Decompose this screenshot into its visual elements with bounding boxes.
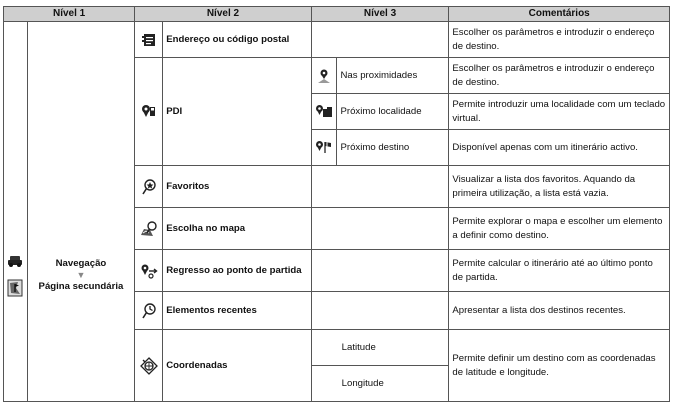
l2-elementos-recentes[interactable]: Elementos recentes: [163, 292, 311, 330]
comment-endereco: Escolher os parâmetros e introduzir o endereço de destino.: [449, 22, 670, 58]
level1-pagina-secundaria-label: Página secundária: [38, 281, 124, 292]
map-flag-icon: [7, 282, 23, 293]
l3-empty: [311, 250, 449, 292]
level1-cell: [27, 22, 135, 402]
l2-endereco[interactable]: Endereço ou código postal: [163, 22, 311, 58]
navigation-menu-table: [3, 6, 670, 402]
map-pick-icon: [140, 223, 158, 234]
l3-latitude-label: Latitude: [341, 341, 376, 353]
l3-latitude[interactable]: [311, 330, 449, 366]
l2-icon-cell: [135, 166, 163, 208]
comment-elementos-recentes: Apresentar a lista dos destinos recentes.: [449, 292, 670, 330]
l3-empty: [311, 208, 449, 250]
l2-icon-cell: [135, 22, 163, 58]
l3-empty: [311, 166, 449, 208]
l2-icon-cell: [135, 330, 163, 402]
l2-coordenadas[interactable]: Coordenadas: [163, 330, 311, 402]
l3-empty: [311, 22, 449, 58]
recent-items-icon: [141, 305, 157, 316]
return-home-icon: [140, 265, 158, 276]
address-book-icon: [141, 34, 157, 45]
comment-favoritos: Visualizar a lista dos favoritos. Aquando da primeira utilização, a lista está vazia.: [449, 166, 670, 208]
level1-icons-cell: [4, 22, 28, 402]
l3-empty: [311, 292, 449, 330]
comment-escolha-no-mapa: Permite explorar o mapa e escolher um elemento a definir como destino.: [449, 208, 670, 250]
comment-nas-proximidades: Escolher os parâmetros e introduzir o endereço de destino.: [449, 58, 670, 94]
l3-longitude[interactable]: [311, 366, 449, 402]
l2-regresso[interactable]: Regresso ao ponto de partida: [163, 250, 311, 292]
comment-proximo-localidade: Permite introduzir uma localidade com um teclado virtual.: [449, 94, 670, 130]
poi-nearby-icon: [316, 70, 332, 81]
l2-icon-cell: [135, 250, 163, 292]
l3-longitude-label: Longitude: [341, 377, 384, 389]
navigation-car-icon: [7, 256, 23, 267]
l3-proximo-localidade[interactable]: Próximo localidade: [337, 94, 449, 130]
l2-escolha-no-mapa[interactable]: Escolha no mapa: [163, 208, 311, 250]
header-nivel1: Nível 1: [4, 7, 135, 22]
poi-fuel-icon: [141, 106, 157, 117]
comment-regresso: Permite calcular o itinerário até ao último ponto de partida.: [449, 250, 670, 292]
favorites-star-icon: [141, 181, 157, 192]
coordinates-icon: [140, 360, 158, 371]
l2-icon-cell: [135, 58, 163, 166]
header-comentarios: Comentários: [449, 7, 670, 22]
level1-navegacao-label: Navegação: [55, 258, 107, 269]
l3-icon-cell: [311, 130, 337, 166]
l2-pdi[interactable]: PDI: [163, 58, 311, 166]
comment-proximo-destino: Disponível apenas com um itinerário activo.: [449, 130, 670, 166]
l3-icon-cell: [311, 58, 337, 94]
table-row: [4, 22, 670, 58]
l3-proximo-destino[interactable]: Próximo destino: [337, 130, 449, 166]
l2-icon-cell: [135, 292, 163, 330]
level1-arrow-down-icon: ▼: [76, 270, 86, 280]
l3-nas-proximidades[interactable]: Nas proximidades: [337, 58, 449, 94]
header-nivel3: Nível 3: [311, 7, 449, 22]
poi-town-icon: [315, 106, 333, 117]
l3-icon-cell: [311, 94, 337, 130]
poi-destination-flag-icon: [315, 142, 333, 153]
l2-favoritos[interactable]: Favoritos: [163, 166, 311, 208]
header-nivel2: Nível 2: [135, 7, 311, 22]
header-row: [4, 7, 670, 22]
l2-icon-cell: [135, 208, 163, 250]
comment-coordenadas: Permite definir um destino com as coordenadas de latitude e longitude.: [449, 330, 670, 402]
